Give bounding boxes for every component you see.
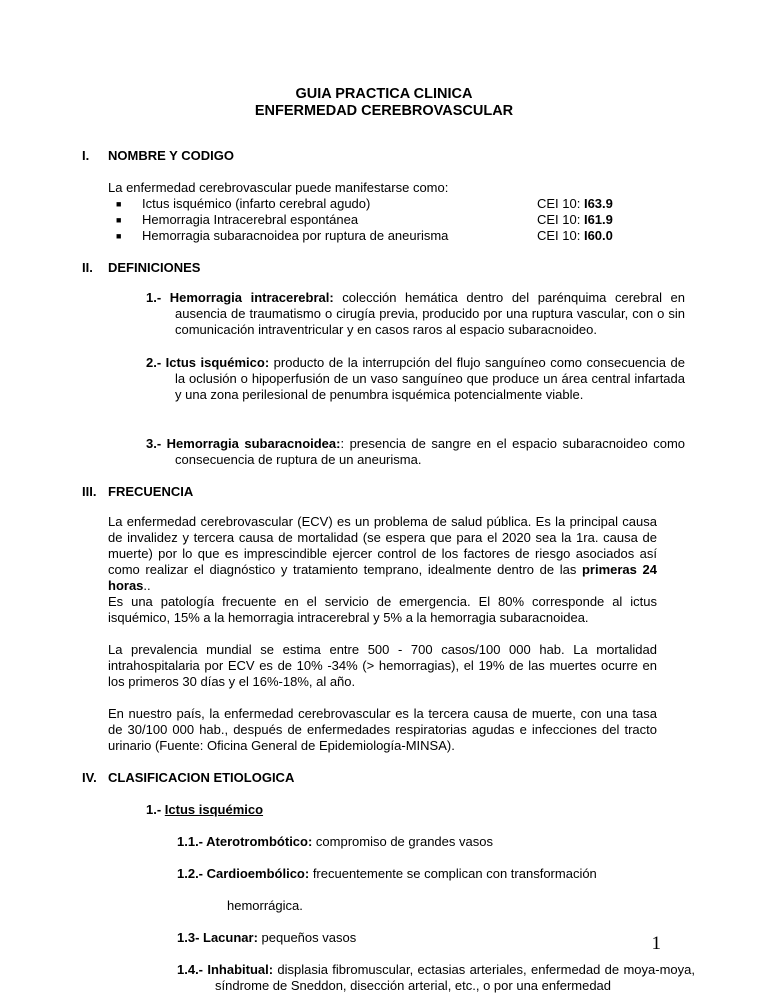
frequency-paragraph-2: Es una patología frecuente en el servicio de emergencia. El 80% corresponde al ictus isquémico, 15% a la hemorragia intracerebral y 5% a la hemorragia subaracnoidea. bbox=[108, 594, 657, 625]
etiology-item-4: 1.4.- Inhabitual: displasia fibromuscular, ectasias arteriales, enfermedad de moya-moya, síndrome de Sneddon, disección arterial, etc., o por una enfermedad bbox=[177, 962, 695, 993]
document-title-line2: ENFERMEDAD CEREBROVASCULAR bbox=[254, 103, 514, 119]
etiology-item-3: 1.3- Lacunar: pequeños vasos bbox=[177, 930, 357, 945]
section-1-number: I. bbox=[82, 148, 90, 163]
frequency-paragraph-1: La enfermedad cerebrovascular (ECV) es un problema de salud pública. Es la principal causa de invalidez y tercera causa de mortalidad (se espera que para el 2020 sea la 1ra. causa de muerte) por lo que es imprescindible ejercer control de los factores de riesgo asociados así como realizar el diagnóstico y tratamiento temprano, idealmente dentro de las primeras 24 horas.. bbox=[108, 514, 657, 593]
section-2-heading bbox=[82, 260, 201, 275]
page-number: 1 bbox=[651, 933, 661, 954]
bullet-icon: ■ bbox=[116, 231, 122, 241]
manifestation-item-3: Hemorragia subaracnoidea por ruptura de aneurisma bbox=[142, 228, 449, 243]
document-title-line1: GUIA PRACTICA CLINICA bbox=[295, 86, 473, 102]
section-3-heading bbox=[82, 484, 194, 499]
bullet-icon: ■ bbox=[116, 199, 122, 209]
section-4-number: IV. bbox=[82, 770, 97, 785]
icd-code-1: CEI 10: I63.9 bbox=[537, 196, 613, 211]
section-4-heading bbox=[82, 770, 295, 785]
definition-1: 1.- Hemorragia intracerebral: colección hemática dentro del parénquima cerebral en ausencia de traumatismo o cirugía previa, producido por una ruptura vascular, con o sin comunicación intraventricular y en casos raros al espacio subaracnoideo. bbox=[146, 290, 686, 337]
manifestation-item-2: Hemorragia Intracerebral espontánea bbox=[142, 212, 359, 227]
icd-code-3: CEI 10: I60.0 bbox=[537, 228, 613, 243]
etiology-item-1: 1.1.- Aterotrombótico: compromiso de grandes vasos bbox=[177, 834, 493, 849]
etiology-item-2-continuation: hemorrágica. bbox=[227, 898, 303, 913]
section-3-number: III. bbox=[82, 484, 97, 499]
manifestation-item-1: Ictus isquémico (infarto cerebral agudo) bbox=[142, 196, 371, 211]
etiology-item-2: 1.2.- Cardioembólico: frecuentemente se complican con transformación bbox=[177, 866, 597, 881]
section-4-title: CLASIFICACION ETIOLOGICA bbox=[108, 770, 295, 785]
frequency-paragraph-4: En nuestro país, la enfermedad cerebrovascular es la tercera causa de muerte, con una tasa de 30/100 000 hab., después de enfermedades respiratorias agudas e infecciones del tracto urinario (Fuente: Oficina General de Epidemiología-MINSA). bbox=[108, 706, 657, 753]
definition-3: 3.- Hemorragia subaracnoidea:: presencia de sangre en el espacio subaracnoideo como consecuencia de ruptura de un aneurisma. bbox=[146, 436, 686, 467]
icd-code-2: CEI 10: I61.9 bbox=[537, 212, 613, 227]
section-1-title: NOMBRE Y CODIGO bbox=[108, 148, 234, 163]
section-3-title: FRECUENCIA bbox=[108, 484, 194, 499]
section-2-number: II. bbox=[82, 260, 93, 275]
section-2-title: DEFINICIONES bbox=[108, 260, 201, 275]
subsection-ictus-isquemico: 1.- Ictus isquémico bbox=[146, 802, 264, 817]
bullet-icon: ■ bbox=[116, 215, 122, 225]
section-1-intro: La enfermedad cerebrovascular puede manifestarse como: bbox=[108, 180, 449, 195]
section-1-heading bbox=[82, 148, 234, 163]
definition-2: 2.- Ictus isquémico: producto de la interrupción del flujo sanguíneo como consecuencia de la oclusión o hipoperfusión de un vaso sanguíneo que produce un área central infartada y una zona perilesional de penumbra isquémica potencialmente viable. bbox=[146, 355, 685, 402]
frequency-paragraph-3: La prevalencia mundial se estima entre 500 - 700 casos/100 000 hab. La mortalidad intrahospitalaria por ECV es de 10% -34% (> hemorragias), el 19% de las muertes ocurre en los primeros 30 días y el 16%-18%, al año. bbox=[108, 642, 657, 689]
